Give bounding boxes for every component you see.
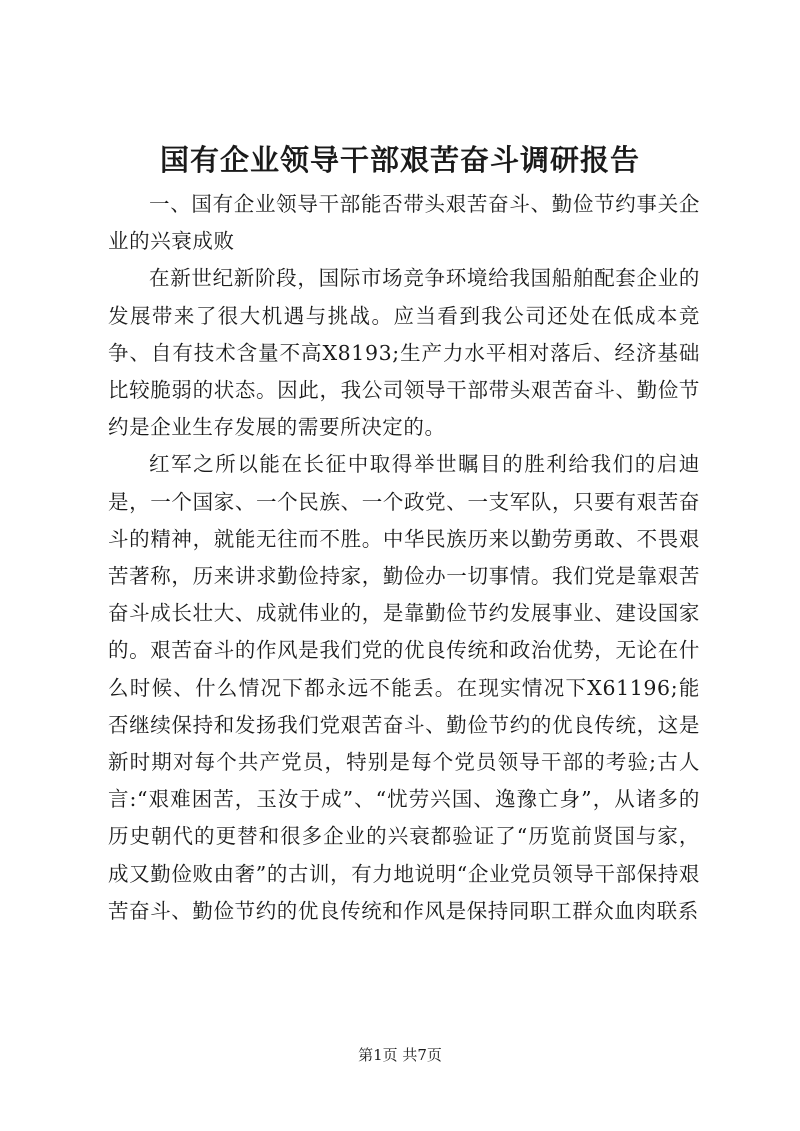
document-title: 国有企业领导干部艰苦奋斗调研报告	[159, 143, 640, 177]
paragraph-2: 红军之所以能在长征中取得举世瞩目的胜利给我们的启迪是，一个国家、一个民族、一个政党、一支军队，只要有艰苦奋斗的精神，就能无往而不胜。中华民族历来以勤劳勇敢、不畏艰苦著称，历来讲求勤俭持家，勤俭办一切事情。我们党是靠艰苦奋斗成长壮大、成就伟业的，是靠勤俭节约发展事业、建设国家的。艰苦奋斗的作风是我们党的优良传统和政治优势，无论在什么时候、什么情况下都永远不能丢。在现实情况下X61196;能否继续保持和发扬我们党艰苦奋斗、勤俭节约的优良传统，这是新时期对每个共产党员，特别是每个党员领导干部的考验;古人言:“艰难困苦，玉汝于成”、“忧劳兴国、逸豫亡身”，从诸多的历史朝代的更替和很多企业的兴衰都验证了“历览前贤国与家，成又勤俭败由奢”的古训，有力地说明“企业党员领导干部保持艰苦奋斗、勤俭节约的优良传统和作风是保持同职工群众血肉联系	[108, 452, 700, 923]
paragraph-1: 在新世纪新阶段，国际市场竞争环境给我国船舶配套企业的发展带来了很大机遇与挑战。应当看到我公司还处在低成本竞争、自有技术含量不高X8193;生产力水平相对落后、经济基础比较脆弱的状态。因此，我公司领导干部带头艰苦奋斗、勤俭节约是企业生存发展的需要所决定的。	[108, 266, 700, 440]
section-heading: 一、国有企业领导干部能否带头艰苦奋斗、勤俭节约事关企业的兴衰成败	[108, 192, 700, 254]
page-number-footer: 第1页 共7页	[358, 1046, 442, 1064]
document-body	[108, 186, 700, 930]
